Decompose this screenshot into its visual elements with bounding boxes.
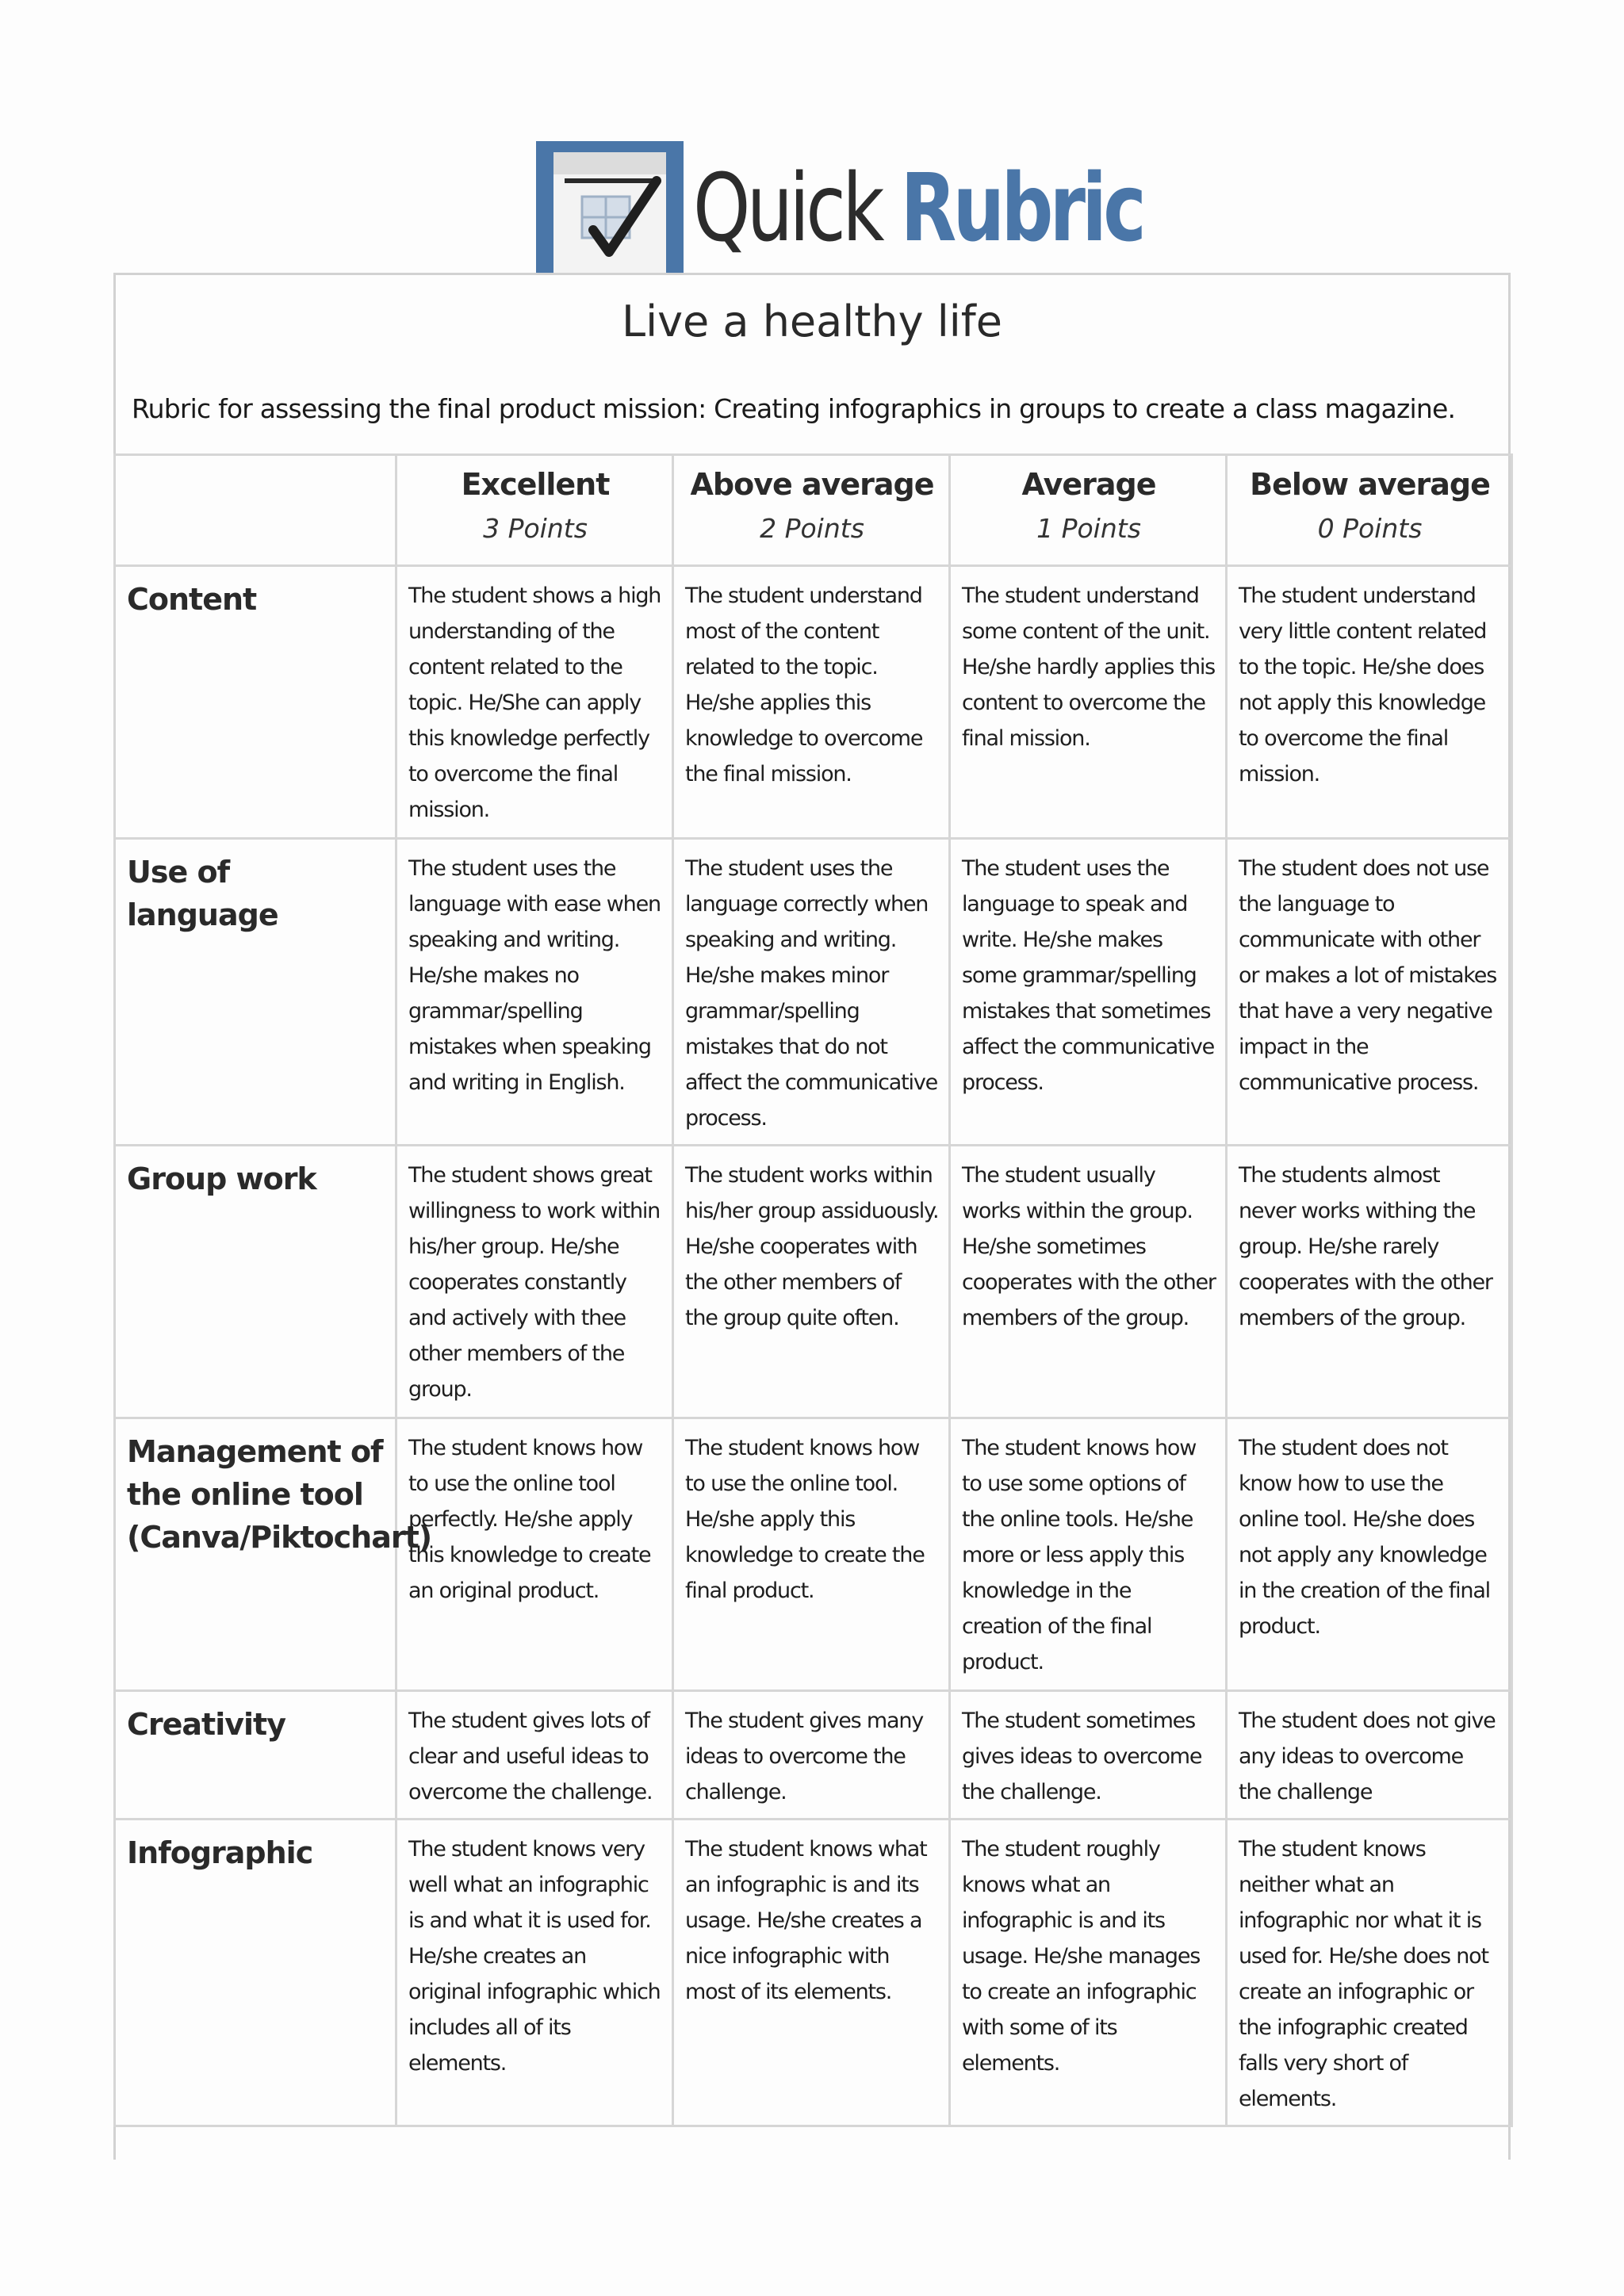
- level-header: [1227, 455, 1512, 566]
- level-header: [950, 455, 1227, 566]
- logo-word-quick: Quick: [693, 153, 881, 262]
- criterion-description: The student works within his/her group assiduously. He/she cooperates with the other members of the group quite often.: [673, 1146, 950, 1418]
- rubric-table: [113, 453, 1513, 2127]
- level-points: 0 Points: [1317, 513, 1423, 544]
- logo-word-rubric: Rubric: [900, 153, 1143, 262]
- criterion-description: The student knows how to use the online tool perfectly. He/she apply this knowledge to create an original product.: [396, 1418, 673, 1691]
- level-points: 3 Points: [483, 513, 588, 544]
- level-name: Below average: [1250, 467, 1490, 502]
- criterion-name: Group work: [115, 1146, 396, 1418]
- criterion-row-group-work: [115, 1146, 1512, 1418]
- criterion-description: The student knows neither what an infographic nor what it is used for. He/she does not create an infographic or the infographic created falls very short of elements.: [1227, 1820, 1512, 2126]
- level-header: [396, 455, 673, 566]
- criterion-description: The student understand most of the content related to the topic. He/she applies this knowledge to overcome the final mission.: [673, 566, 950, 839]
- level-name: Average: [1021, 467, 1156, 502]
- criterion-description: The student uses the language correctly when speaking and writing. He/she makes minor grammar/spelling mistakes that do not affect the communicative process.: [673, 839, 950, 1146]
- criterion-description: The student knows what an infographic is and its usage. He/she creates a nice infographic with most of its elements.: [673, 1820, 950, 2126]
- criterion-description: The student does not give any ideas to overcome the challenge: [1227, 1691, 1512, 1820]
- criterion-description: The student sometimes gives ideas to overcome the challenge.: [950, 1691, 1227, 1820]
- level-header: [673, 455, 950, 566]
- criterion-row-creativity: [115, 1691, 1512, 1820]
- criterion-description: The student does not use the language to communicate with other or makes a lot of mistakes that have a very negative impact in the communicative process.: [1227, 839, 1512, 1146]
- criterion-description: The student does not know how to use the online tool. He/she does not apply any knowledge in the creation of the final product.: [1227, 1418, 1512, 1691]
- criterion-name: Use of language: [115, 839, 396, 1146]
- quick-rubric-logo: [536, 141, 1270, 274]
- level-points: 1 Points: [1036, 513, 1141, 544]
- page-title: Live a healthy life: [622, 297, 1002, 346]
- criterion-description: The student shows great willingness to work within his/her group. He/she cooperates constantly and actively with thee other members of the group.: [396, 1146, 673, 1418]
- criterion-description: The student knows very well what an infographic is and what it is used for. He/she creates an original infographic which includes all of its elements.: [396, 1820, 673, 2126]
- criterion-name: Creativity: [115, 1691, 396, 1820]
- header-row: [115, 455, 1512, 566]
- criterion-row-online-tool: [115, 1418, 1512, 1691]
- criterion-description: The student knows how to use the online tool. He/she apply this knowledge to create the final product.: [673, 1418, 950, 1691]
- criterion-description: The student uses the language with ease when speaking and writing. He/she makes no grammar/spelling mistakes when speaking and writing in English.: [396, 839, 673, 1146]
- criterion-name: Management of the online tool (Canva/Piktochart): [115, 1418, 396, 1691]
- criterion-row-infographic: [115, 1820, 1512, 2126]
- level-points: 2 Points: [760, 513, 864, 544]
- criterion-description: The student shows a high understanding of the content related to the topic. He/She can apply this knowledge perfectly to overcome the final mission.: [396, 566, 673, 839]
- criterion-row-language: [115, 839, 1512, 1146]
- criterion-description: The student knows how to use some options of the online tools. He/she more or less apply this knowledge in the creation of the final product.: [950, 1418, 1227, 1691]
- level-name: Excellent: [461, 467, 610, 502]
- criterion-description: The student usually works within the group. He/she sometimes cooperates with the other members of the group.: [950, 1146, 1227, 1418]
- criterion-description: The student understand some content of the unit. He/she hardly applies this content to overcome the final mission.: [950, 566, 1227, 839]
- criterion-description: The student uses the language to speak and write. He/she makes some grammar/spelling mistakes that sometimes affect the communicative process.: [950, 839, 1227, 1146]
- logo-wordmark: [693, 153, 1143, 262]
- criterion-name: Infographic: [115, 1820, 396, 2126]
- criterion-description: The students almost never works withing the group. He/she rarely cooperates with the other members of the group.: [1227, 1146, 1512, 1418]
- criterion-row-content: [115, 566, 1512, 839]
- criterion-description: The student gives many ideas to overcome the challenge.: [673, 1691, 950, 1820]
- header-corner: [115, 455, 396, 566]
- clipboard-check-icon: [536, 141, 684, 274]
- criterion-description: The student roughly knows what an infographic is and its usage. He/she manages to create an infographic with some of its elements.: [950, 1820, 1227, 2126]
- level-name: Above average: [690, 467, 934, 502]
- page-subtitle: Rubric for assessing the final product mission: Creating infographics in groups to create a class magazine.: [132, 393, 1456, 424]
- criterion-description: The student understand very little content related to the topic. He/she does not apply this knowledge to overcome the final mission.: [1227, 566, 1512, 839]
- criterion-description: The student gives lots of clear and useful ideas to overcome the challenge.: [396, 1691, 673, 1820]
- criterion-name: Content: [115, 566, 396, 839]
